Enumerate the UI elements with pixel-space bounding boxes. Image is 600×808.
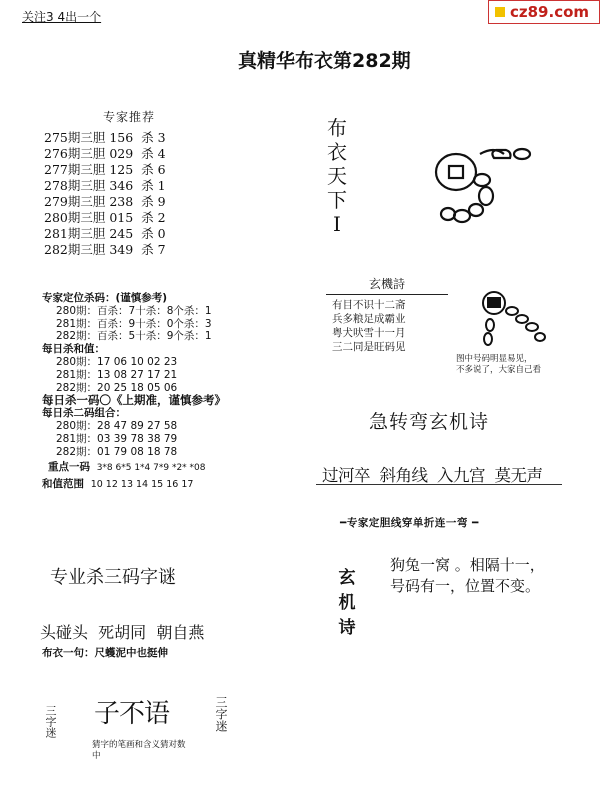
- poem-line: 粤犬吠雪十一月: [332, 327, 406, 339]
- list-item: 280期：百杀：7十杀：8个杀：1: [56, 304, 212, 317]
- riddle-line: 过河卒 斜角线 入九宫 莫无声: [322, 466, 543, 485]
- poem-line: 兵多粮足成霸业: [332, 313, 406, 325]
- site-name: cz89.com: [510, 3, 590, 21]
- sum-range-row: 和值范围 10 12 13 14 15 16 17: [42, 478, 194, 491]
- xuanjishi-vertical-label: 玄机诗: [338, 568, 356, 638]
- riddle-hint: 布衣一句：尺蠖泥中也挺伸: [42, 647, 168, 659]
- list-item: 282期：20 25 18 05 06: [56, 381, 178, 394]
- list-item: 277期三胆 125 杀 6: [44, 162, 166, 177]
- page-title: 真精华布衣第282期: [238, 50, 411, 72]
- banner-text: ━专家定胆线穿单折连一弯 ━: [340, 517, 479, 529]
- kill-code-block: [42, 292, 226, 492]
- list-item: 281期三胆 245 杀 0: [44, 226, 166, 241]
- section-title: 急转弯玄机诗: [369, 411, 490, 433]
- focus-row: 重点一码 3*8 6*5 1*4 7*9 *2* *08: [48, 461, 206, 474]
- list-item: 279期三胆 238 杀 9: [44, 194, 166, 209]
- caption-line: 不多说了，大家自己看: [456, 365, 542, 375]
- notice-text: 关注3 4出一个: [22, 10, 102, 24]
- poem-line: 有目不识十二斋: [332, 299, 406, 311]
- list-item: 281期：13 08 27 17 21: [56, 368, 178, 381]
- list-item: 280期：17 06 10 02 23: [56, 355, 178, 368]
- coin-chain-icon: [418, 130, 542, 240]
- daily-sum-heading: 每日杀和值：: [42, 343, 105, 356]
- riddle-main: 子不语: [94, 699, 170, 729]
- poem-line: 狗兔一窝 。相隔十一，: [390, 556, 545, 574]
- list-item: 278期三胆 346 杀 1: [44, 178, 166, 193]
- list-item: 282期三胆 349 杀 7: [44, 242, 166, 257]
- site-badge[interactable]: [488, 0, 600, 24]
- xuanji-box: [318, 275, 456, 354]
- riddle-words: 头碰头 死胡同 朝自燕: [40, 623, 205, 642]
- expert-title: 专家推荐: [103, 110, 156, 124]
- daily-two-heading: 每日杀二码组合：: [42, 407, 126, 420]
- list-item: 280期三胆 015 杀 2: [44, 210, 166, 225]
- list-item: 281期：03 39 78 38 79: [56, 432, 178, 445]
- left-vertical-label: 三字迷: [44, 705, 57, 738]
- xuanji-caption: [456, 354, 541, 376]
- position-kill-heading: 专家定位杀码：(谨慎参考): [42, 292, 168, 304]
- buyi-vertical-title: 布衣天下Ⅰ: [327, 116, 347, 236]
- yellow-square-icon: [495, 7, 505, 17]
- riddle-title: 专业杀三码字谜: [50, 567, 176, 588]
- list-item: 282期：01 79 08 18 78: [56, 445, 178, 458]
- riddle-note: 猜字的笔画和含义猜对数中: [92, 740, 186, 761]
- list-item: 282期：百杀：5十杀：9个杀：1: [56, 330, 212, 343]
- poem-line: 号码有一，位置不变。: [390, 577, 541, 595]
- expert-list: [44, 130, 166, 258]
- xuanji-title: 玄機詩: [326, 275, 448, 295]
- list-item: 275期三胆 156 杀 3: [44, 130, 166, 145]
- poem-line: 三二同是旺码见: [332, 341, 406, 353]
- list-item: 281期：百杀：9十杀：0个杀：3: [56, 317, 212, 330]
- list-item: 276期三胆 029 杀 4: [44, 146, 166, 161]
- list-item: 280期：28 47 89 27 58: [56, 419, 178, 432]
- xuanji-lines: [318, 298, 456, 354]
- poem-block: [390, 555, 545, 597]
- coin-chain-icon: [476, 283, 550, 353]
- right-vertical-label: 三字迷: [214, 696, 228, 732]
- caption-line: 图中号码明显易见，: [456, 354, 533, 364]
- divider: [316, 484, 562, 485]
- daily-one-heading: 每日杀一码〇《上期准，谨慎参考》: [42, 393, 226, 408]
